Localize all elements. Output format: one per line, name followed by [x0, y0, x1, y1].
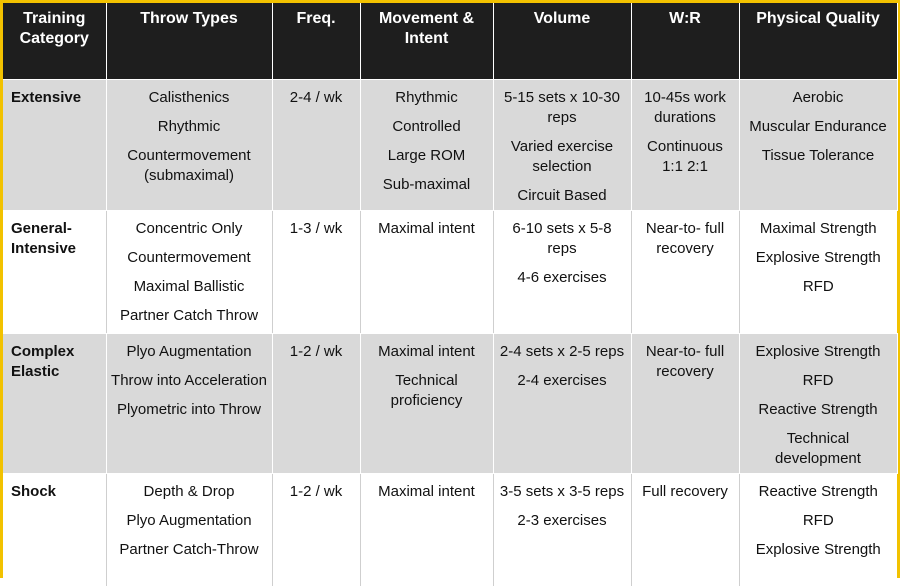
throw-types-cell: [106, 211, 272, 334]
volume-cell: [493, 474, 631, 587]
throw-type: Partner Catch-Throw: [119, 541, 259, 558]
category-cell: Extensive: [3, 80, 106, 211]
table-row: [3, 80, 897, 211]
freq-cell: 2-4 / wk: [272, 80, 360, 211]
wr-cell: [631, 334, 739, 474]
volume-item: Varied exercise selection: [510, 138, 614, 175]
category-cell: General-Intensive: [3, 211, 106, 334]
throw-type: Partner Catch Throw: [119, 307, 259, 324]
wr-item: Full recovery: [642, 483, 728, 500]
movement-item: Large ROM: [387, 147, 466, 164]
throw-type: Throw into Acceleration: [111, 372, 267, 389]
throw-type: Rhythmic: [157, 118, 221, 135]
training-table: [3, 3, 898, 587]
movement-item: Controlled: [392, 118, 461, 135]
movement-item: Maximal intent: [378, 343, 475, 360]
header-wr: W:R: [631, 3, 739, 80]
volume-item: 5-15 sets x 10-30 reps: [504, 89, 620, 126]
freq-cell: 1-3 / wk: [272, 211, 360, 334]
volume-item: 2-3 exercises: [517, 512, 607, 529]
movement-item: Technical proficiency: [390, 372, 463, 409]
movement-cell: [360, 334, 493, 474]
movement-cell: [360, 80, 493, 211]
throw-type: Concentric Only: [135, 220, 243, 237]
throw-types-cell: [106, 474, 272, 587]
header-freq: Freq.: [272, 3, 360, 80]
volume-item: 6-10 sets x 5-8 reps: [512, 220, 612, 257]
throw-type: Depth & Drop: [143, 483, 235, 500]
throw-type: Calisthenics: [148, 89, 230, 106]
throw-type: Plyometric into Throw: [117, 401, 261, 418]
wr-item: Continuous 1:1 2:1: [647, 138, 723, 175]
throw-types-cell: [106, 334, 272, 474]
volume-item: 4-6 exercises: [517, 269, 607, 286]
quality-item: RFD: [802, 278, 834, 295]
quality-item: Muscular Endurance: [749, 118, 887, 135]
throw-type: Maximal Ballistic: [133, 278, 245, 295]
table-row: [3, 334, 897, 474]
throw-type: Plyo Augmentation: [126, 343, 252, 360]
table-row: [3, 474, 897, 587]
header-movement-intent: Movement & Intent: [360, 3, 493, 80]
movement-cell: [360, 211, 493, 334]
table-row: [3, 211, 897, 334]
quality-item: Reactive Strength: [758, 483, 878, 500]
quality-item: Explosive Strength: [755, 249, 881, 266]
movement-item: Rhythmic: [395, 89, 458, 106]
throw-types-cell: [106, 80, 272, 211]
quality-item: Maximal Strength: [759, 220, 877, 237]
header-physical-quality: Physical Quality: [739, 3, 897, 80]
wr-item: 10-45s work durations: [644, 89, 726, 126]
header-throw-types: Throw Types: [106, 3, 272, 80]
throw-type: Plyo Augmentation: [126, 512, 252, 529]
quality-item: Tissue Tolerance: [761, 147, 875, 164]
freq-cell: 1-2 / wk: [272, 474, 360, 587]
volume-item: 3-5 sets x 3-5 reps: [499, 483, 625, 500]
wr-cell: [631, 80, 739, 211]
movement-item: Maximal intent: [378, 483, 475, 500]
quality-cell: [739, 80, 897, 211]
volume-cell: [493, 211, 631, 334]
category-cell: Complex Elastic: [3, 334, 106, 474]
throw-type: Countermovement: [127, 249, 251, 266]
quality-cell: [739, 474, 897, 587]
quality-item: Technical development: [775, 430, 861, 467]
quality-item: Explosive Strength: [755, 343, 881, 360]
quality-item: RFD: [802, 372, 834, 389]
freq-cell: 1-2 / wk: [272, 334, 360, 474]
quality-item: Aerobic: [792, 89, 844, 106]
volume-item: Circuit Based: [517, 187, 607, 204]
wr-cell: [631, 211, 739, 334]
quality-item: RFD: [802, 512, 834, 529]
movement-cell: [360, 474, 493, 587]
header-training-category: Training Category: [3, 3, 106, 80]
wr-item: Near-to- full recovery: [645, 220, 725, 257]
quality-cell: [739, 334, 897, 474]
movement-item: Maximal intent: [378, 220, 475, 237]
quality-item: Explosive Strength: [755, 541, 881, 558]
movement-item: Sub-maximal: [382, 176, 471, 193]
volume-item: 2-4 exercises: [517, 372, 607, 389]
header-volume: Volume: [493, 3, 631, 80]
quality-cell: [739, 211, 897, 334]
volume-cell: [493, 334, 631, 474]
category-cell: Shock: [3, 474, 106, 587]
throw-type: Countermovement (submaximal): [127, 147, 251, 184]
wr-item: Near-to- full recovery: [645, 343, 725, 380]
quality-item: Reactive Strength: [758, 401, 878, 418]
header-row: [3, 3, 897, 80]
volume-cell: [493, 80, 631, 211]
wr-cell: [631, 474, 739, 587]
volume-item: 2-4 sets x 2-5 reps: [499, 343, 625, 360]
